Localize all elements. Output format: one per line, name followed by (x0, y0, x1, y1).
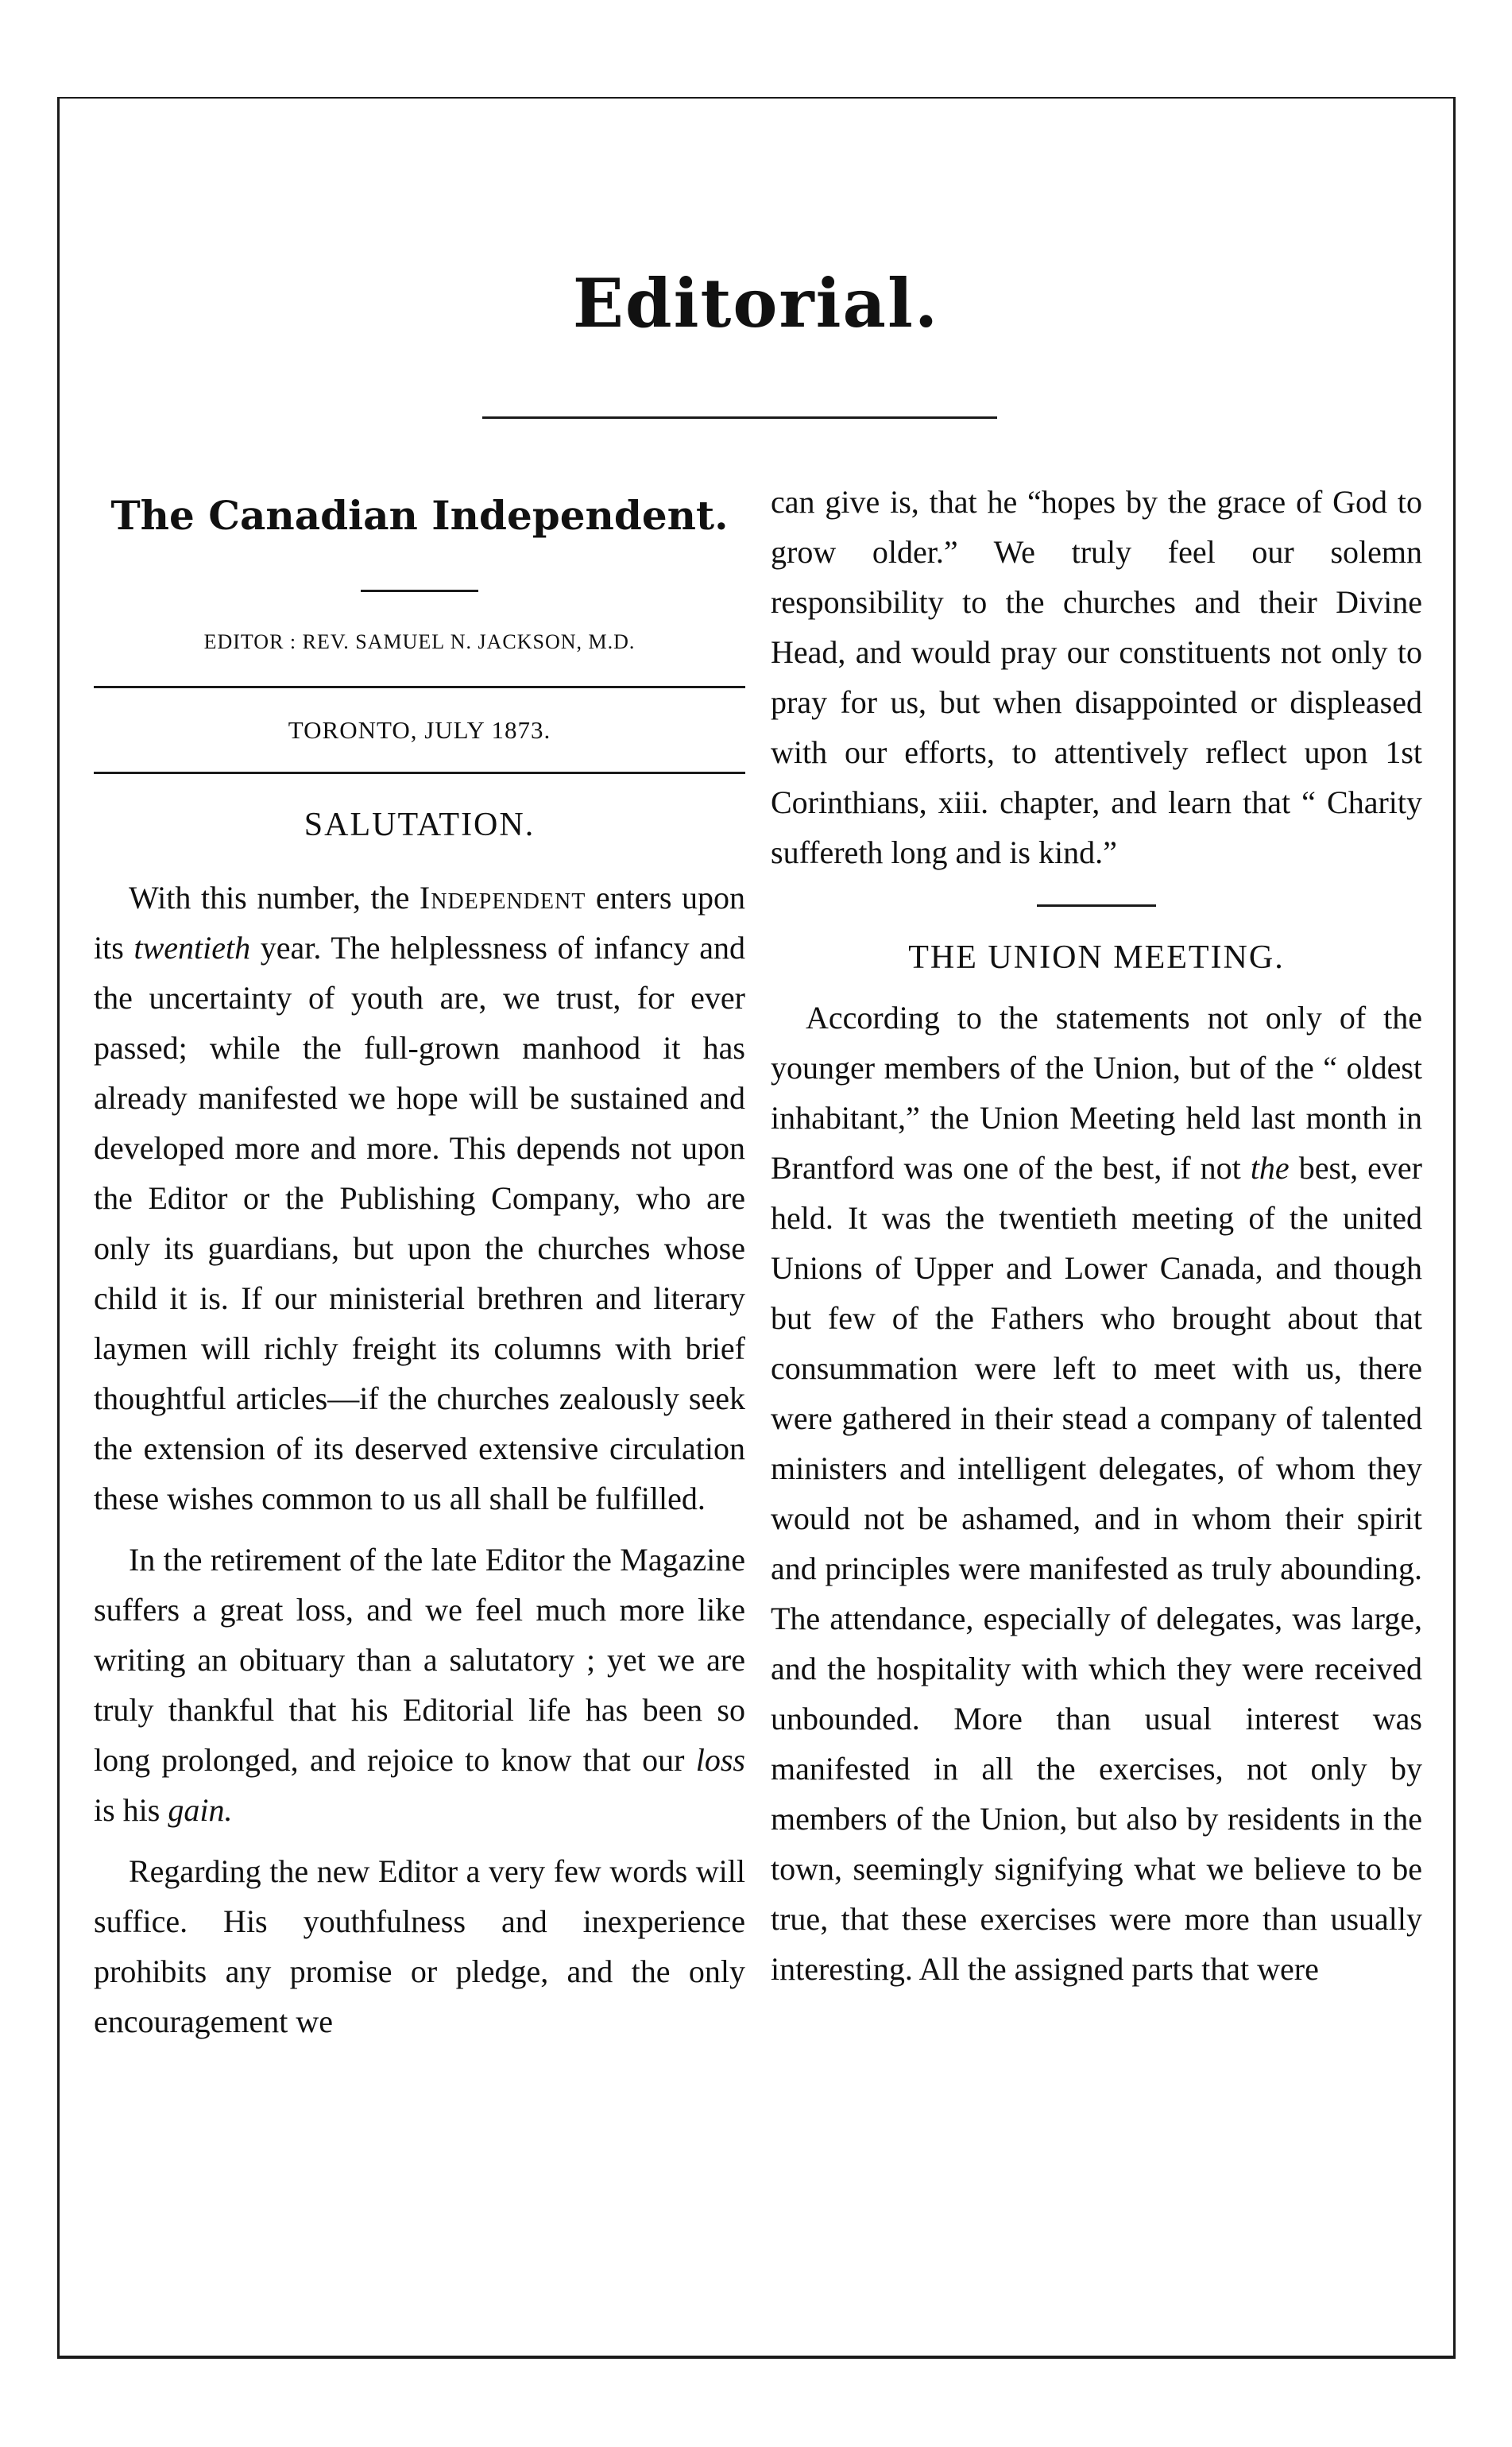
masthead-rule (482, 416, 997, 419)
salutation-continuation: can give is, that he “hopes by the grace of God to grow older.” We truly feel our solemn responsibility to the churches and their Divine Head, and would pray our constituents not only to pray for us, but when disappointed or displeased with our efforts, to attentively reflect upon 1st Corinthians, xiii. chapter, and learn that “ Charity suffereth long and is kind.” (771, 484, 1422, 870)
union-meeting-heading: THE UNION MEETING. (908, 939, 1285, 976)
paragraph-gap (94, 1835, 745, 1846)
frame-top-rule (57, 97, 1456, 99)
text-run: enters upon its (94, 880, 745, 966)
text-run: With this number, the (129, 880, 420, 916)
union-meeting-paragraph (771, 993, 1422, 1994)
salutation-heading: SALUTATION. (304, 807, 536, 843)
frame-right-rule (1453, 97, 1456, 2359)
text-run: is his (94, 1792, 168, 1828)
title-rule (361, 590, 478, 592)
text-run: In the retirement of the late Editor the Magazine suffers a great loss, and we feel much more like writing an obituary than a salutatory ; yet we are truly thankful that his Editorial life has been so long prolonged, and rejoice to know that our (94, 1542, 745, 1778)
text-run: year. The helplessness of infancy and the uncertainty of youth are, we trust, for ever passed; while the full-grown manhood it has already manifested we hope will be sustained and developed more and more. This depends not upon the Editor or the Publishing Company, who are only its guardians, but upon the churches whose child it is. If our ministerial brethren and literary laymen will richly freight its columns with brief thoughtful articles—if the churches zealously seek the extension of its deserved extensive circulation these wishes common to us all shall be fulfilled. (94, 930, 745, 1516)
italic-gain: gain. (168, 1792, 233, 1828)
italic-the: the (1250, 1150, 1290, 1186)
frame-bottom-rule (57, 2356, 1456, 2359)
italic-twentieth: twentieth (133, 930, 251, 966)
paragraph-gap (94, 1524, 745, 1535)
right-column (771, 477, 1422, 1994)
editor-line: EDITOR : REV. SAMUEL N. JACKSON, M.D. (203, 630, 636, 653)
salutation-paragraph-2 (94, 1535, 745, 1835)
left-column (94, 477, 745, 2046)
frame-left-rule (57, 97, 60, 2359)
text-run: According to the statements not only of the younger members of the Union, but of the “ oldest inhabitant,” the Union Meeting held last month in Brantford was one of the best, if not (771, 1000, 1422, 1186)
section-rule (1037, 904, 1156, 907)
dateline: TORONTO, JULY 1873. (288, 716, 551, 744)
independent-small-caps: Independent (419, 880, 586, 916)
masthead-title: Editorial. (572, 264, 940, 343)
salutation-paragraph-3: Regarding the new Editor a very few words will suffice. His youthfulness and inexperience prohibits any promise or pledge, and the only encouragement we (94, 1853, 745, 2039)
dateline-bottom-rule (94, 772, 745, 774)
text-run: best, ever held. It was the twentieth meeting of the united Unions of Upper and Lower Canada, and though but few of the Fathers who brought about that consummation were left to meet with us, there were gathered in their stead a company of talented ministers and intelligent delegates, of whom they would not be ashamed, and in whom their spirit and principles were manifested as truly abounding. The attendance, especially of delegates, was large, and the hospitality with which they were received unbounded. More than usual interest was manifested in all the exercises, not only by members of the Union, but also by residents in the town, seemingly signifying what we believe to be true, that these exercises were more than usually interesting. All the assigned parts that were (771, 1150, 1422, 1987)
magazine-title: The Canadian Independent. (110, 492, 729, 539)
salutation-paragraph-1 (94, 873, 745, 1524)
italic-loss: loss (695, 1742, 745, 1778)
